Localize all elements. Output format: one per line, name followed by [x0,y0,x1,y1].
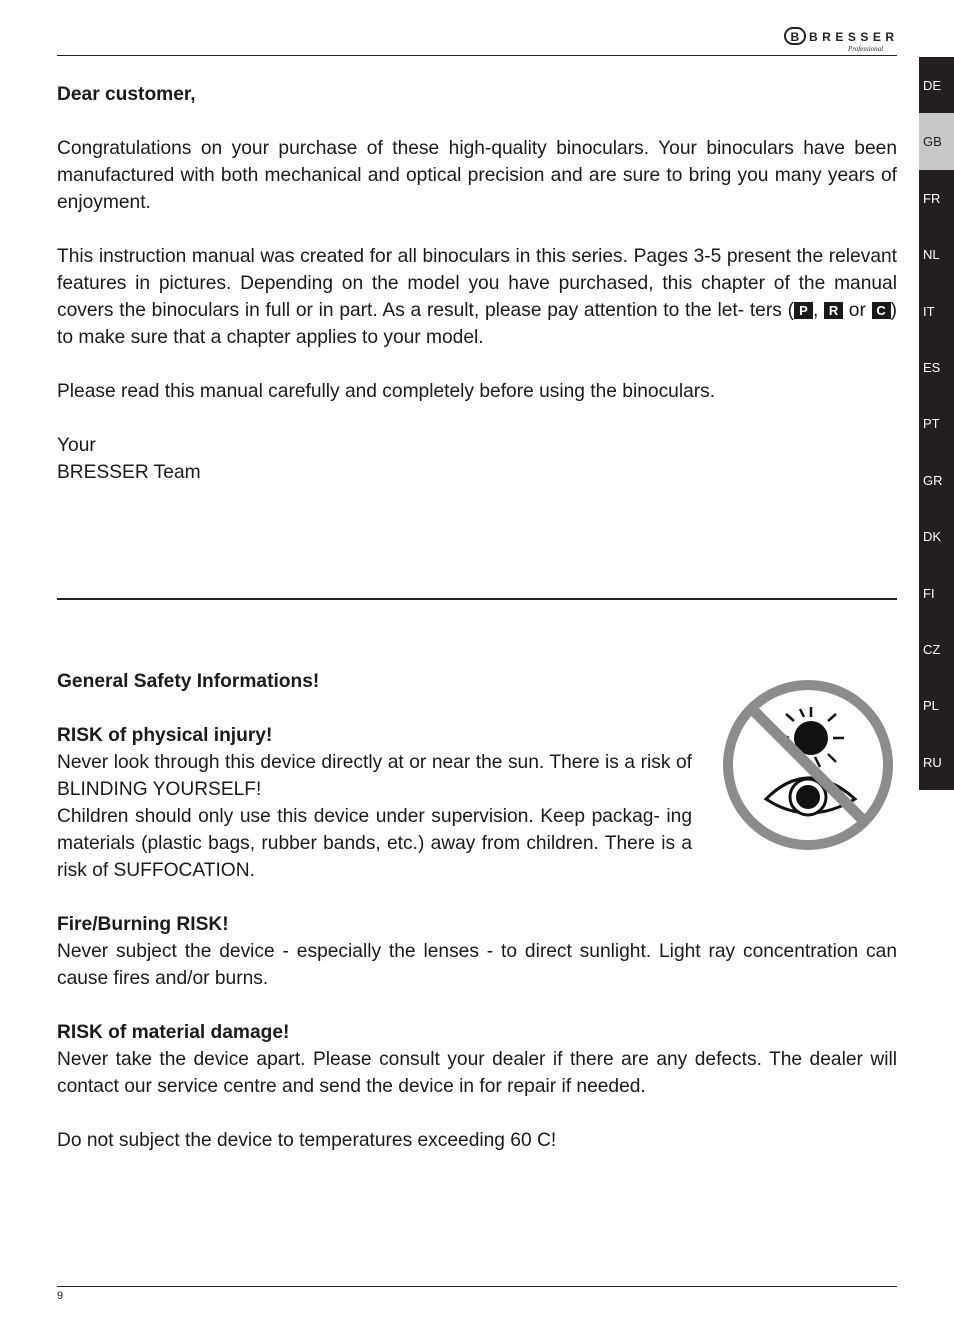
language-tab-fi[interactable]: FI [923,585,935,601]
heading-fire-risk: Fire/Burning RISK! [57,914,229,935]
page-number: 9 [57,1290,64,1302]
language-tab-dk[interactable]: DK [923,529,942,545]
language-tab-cz[interactable]: CZ [923,641,941,657]
intro-section [57,81,897,486]
material-damage-text: Never take the device apart. Please consult your dealer if there are any defects. The dealer will contact our service centre and send the device in for repair if needed. [57,1049,897,1097]
svg-text:Professional: Professional [848,45,884,52]
badge-c: C [872,302,891,319]
language-tab-de[interactable]: DE [923,78,942,93]
language-tab-pl[interactable]: PL [923,698,939,714]
svg-text:BRESSER: BRESSER [809,30,894,44]
heading-physical-injury: RISK of physical injury! [57,725,273,746]
heading-material-damage: RISK of material damage! [57,1022,290,1043]
safety-title: General Safety Informations! [57,671,320,692]
section-divider [57,598,897,600]
p2-text-end: ) to make sure that a chapter applies to your model. [57,300,897,348]
fire-risk-text: Never subject the device - especially the lenses - to direct sunlight. Light ray concentration can cause fires and/or burns. [57,941,897,989]
footer-rule [57,1286,897,1287]
language-tab-es[interactable]: ES [923,359,941,375]
language-tab-nl[interactable]: NL [923,247,940,263]
physical-injury-text-1: Never look through this device directly at or near the sun. There is a risk of BLINDING YOURSELF! [57,752,692,800]
intro-paragraph-3: Please read this manual carefully and completely before using the binoculars. [57,381,716,402]
badge-r: R [824,302,843,319]
no-sun-viewing-icon [720,677,896,853]
intro-paragraph-1: Congratulations on your purchase of these high-quality binoculars. Your binoculars have been manufactured with both mechanical and optical precision and are sure to bring you many years of enjoyment. [57,138,897,213]
bresser-logo [784,26,897,52]
language-tab-it[interactable]: IT [923,303,935,319]
sep: or [843,300,872,321]
language-sidebar [919,57,954,790]
svg-text:B: B [790,30,800,44]
language-tab-fr[interactable]: FR [923,190,941,206]
greeting: Dear customer, [57,84,196,105]
signature-line-1: Your [57,435,96,456]
temperature-warning: Do not subject the device to temperatures exceeding 60 C! [57,1130,557,1151]
language-tab-gr[interactable]: GR [923,472,943,488]
language-tab-ru[interactable]: RU [923,754,942,770]
sep: , [812,300,825,321]
language-tab-pt[interactable]: PT [923,416,940,432]
physical-injury-text-2: Children should only use this device under supervision. Keep packag- ing materials (plastic bags, rubber bands, etc.) away from children. There is a risk of SUFFOCATION. [57,806,692,881]
header-rule [57,55,897,56]
intro-paragraph-2 [57,243,897,351]
signature-line-2: BRESSER Team [57,462,201,483]
p2-text: This instruction manual was created for all binoculars in this series. Pages 3-5 present the relevant features in pictures. Depending on the model you have purchased, this chapter of the manual covers the binoculars in full or in part. As a result, please pay attention to the let- ters ( [57,246,897,321]
badge-p: P [794,302,813,319]
language-tab-gb[interactable]: GB [919,113,954,169]
